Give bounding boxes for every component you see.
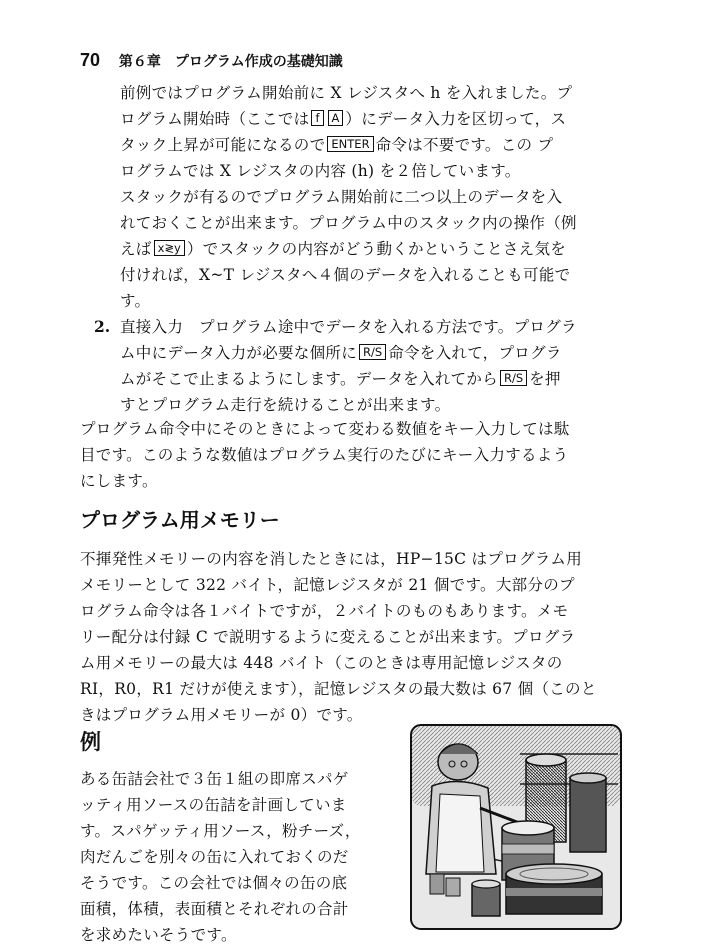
chapter-title: 第６章 プログラム作成の基礎知識	[118, 54, 343, 70]
text-line: を求めたいそうです。	[80, 926, 237, 944]
text-line: す。	[120, 292, 151, 310]
paragraph-stack	[120, 184, 620, 314]
text-line: 前例ではプログラム開始前に X レジスタへ h を入れました。プ	[120, 84, 573, 102]
key-x-swap-y: x≷y	[154, 240, 185, 256]
text-line: ッティ用ソースの缶詰を計画していま	[80, 796, 347, 814]
text-line: RI，R0，R1 だけが使えます），記憶レジスタの最大数は 67 個（このと	[80, 680, 597, 698]
text-line: きはプログラム用メモリーが 0）です。	[80, 706, 363, 724]
text-line: プログラム命令中にそのときによって変わる数値をキー入力しては駄	[80, 420, 570, 438]
text-line: れておくことが出来ます。プログラム中のスタック内の操作（例	[120, 214, 577, 232]
canning-factory-illustration	[410, 724, 622, 930]
text-line: 付ければ，X~T レジスタへ４個のデータを入れることも可能で	[120, 266, 571, 284]
paragraph-example	[80, 766, 400, 948]
text-line: すとプログラム走行を続けることが出来ます。	[120, 396, 451, 414]
text-line: ム中にデータ入力が必要な個所に R/S 命令を入れて，プログラ	[120, 344, 562, 362]
text-line: ある缶詰会社で３缶１組の即席スパゲ	[80, 770, 349, 788]
list-item-direct-input	[120, 314, 620, 418]
page-number: 70	[80, 50, 101, 70]
text-line: ムがそこで止まるようにします。データを入れてから R/S を押	[120, 370, 561, 388]
text-line: 目です。このような数値はプログラム実行のたびにキー入力するよう	[80, 446, 569, 464]
key-a: A	[328, 110, 344, 126]
text-line: ログラム開始時（ここでは f A ）にデータ入力を区切って，ス	[120, 110, 567, 128]
key-rs: R/S	[359, 344, 386, 360]
text-line: メモリーとして 322 バイト，記憶レジスタが 21 個です。大部分のプ	[80, 576, 575, 594]
key-enter: ENTER	[327, 136, 373, 152]
text-line: タック上昇が可能になるので ENTER 命令は不要です。この プ	[120, 136, 554, 154]
paragraph-memory	[80, 546, 620, 728]
paragraph-previous-example	[120, 80, 620, 184]
text-line: す。スパゲッティ用ソース，粉チーズ，	[80, 822, 361, 840]
text-line: リー配分は付録 C で説明するように変えることが出来ます。プログラ	[80, 628, 576, 646]
text-line: スタックが有るのでプログラム開始前に二つ以上のデータを入	[120, 188, 563, 206]
section-heading-example: 例	[80, 730, 101, 754]
list-item-number: 2.	[94, 317, 111, 336]
text-line: ム用メモリーの最大は 448 バイト（このときは専用記憶レジスタの	[80, 654, 563, 672]
text-line: ログラム命令は各１バイトですが，２バイトのものもあります。メモ	[80, 602, 569, 620]
page-header	[80, 50, 343, 71]
key-rs: R/S	[500, 370, 527, 386]
text-line: ログラムでは X レジスタの内容 (h) を２倍しています。	[120, 162, 521, 180]
text-line: 面積，体積，表面積とそれぞれの合計	[80, 900, 349, 918]
section-heading-program-memory: プログラム用メモリー	[80, 508, 280, 532]
text-line: 肉だんごを別々の缶に入れておくのだ	[80, 848, 349, 866]
text-line: にします。	[80, 472, 158, 490]
text-line: えば x≷y ）でスタックの内容がどう動くかということさえ気を	[120, 240, 567, 258]
text-line: 直接入力 プログラム途中でデータを入れる方法です。プログラ	[120, 318, 577, 336]
key-f: f	[311, 110, 323, 126]
text-line: そうです。この会社では個々の缶の底	[80, 874, 348, 892]
paragraph-variable-values	[80, 416, 620, 494]
text-line: 不揮発性メモリーの内容を消したときには，HP−15C はプログラム用	[80, 550, 582, 568]
